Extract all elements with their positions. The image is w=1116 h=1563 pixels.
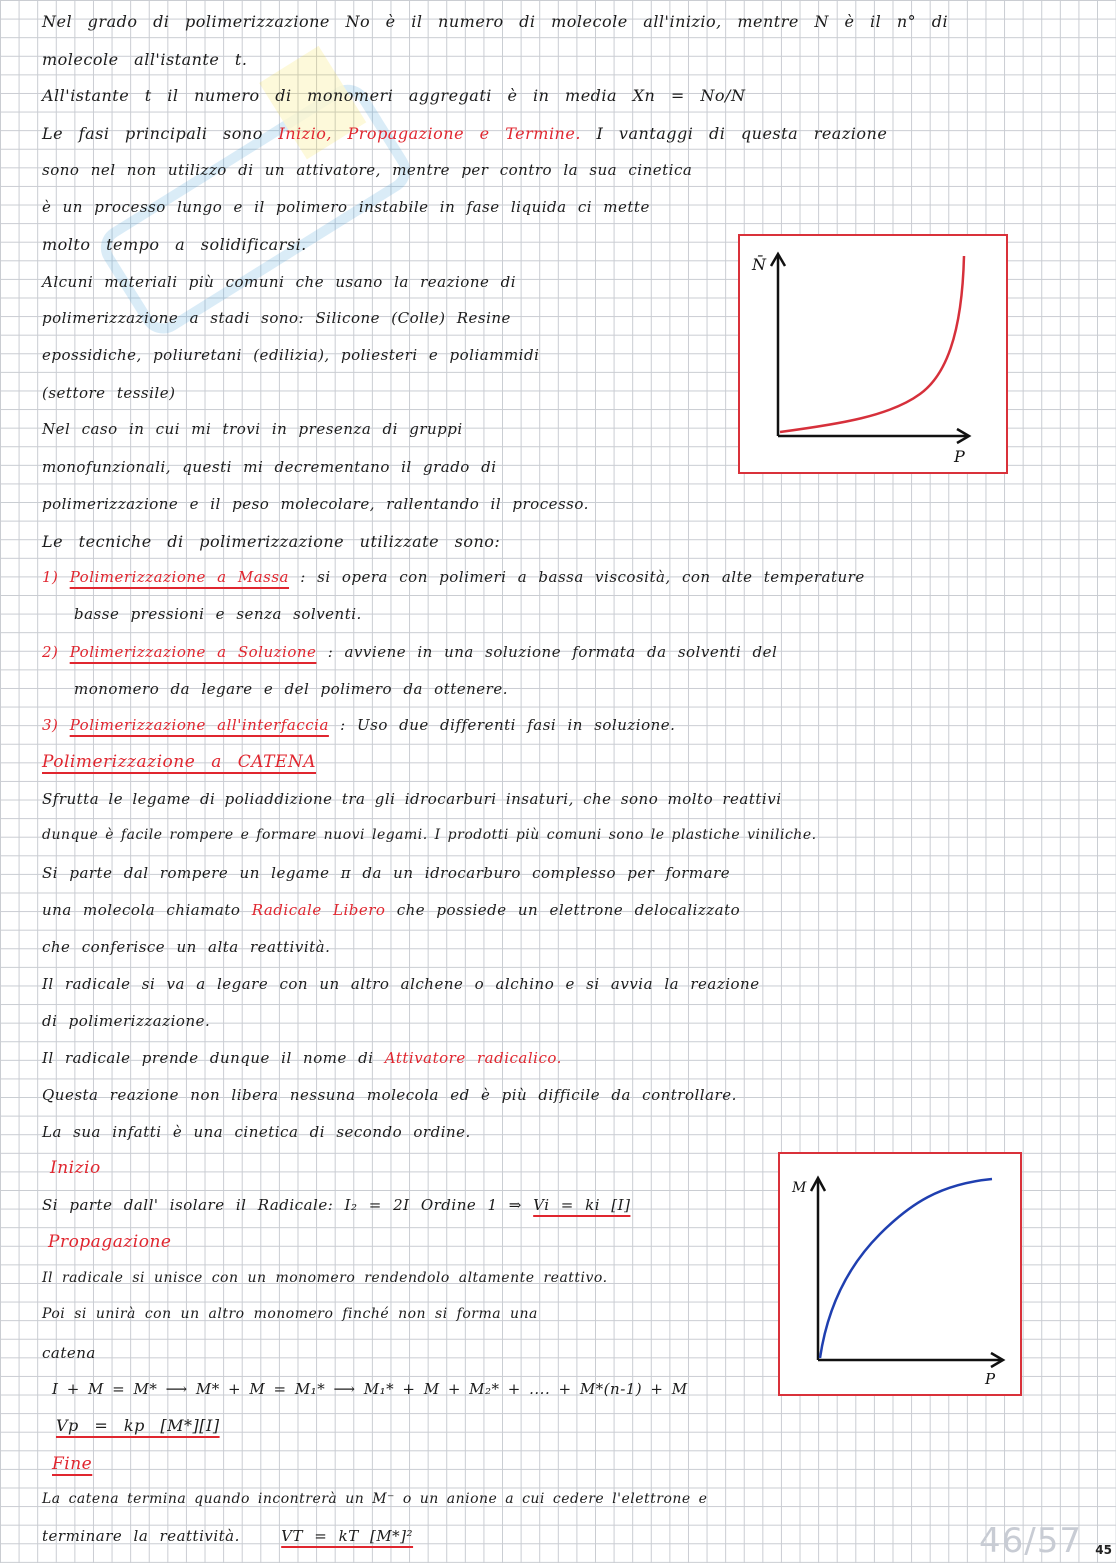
text-line bbox=[42, 901, 740, 919]
text-segment: terminare la reattività. bbox=[42, 1527, 240, 1545]
text-line bbox=[42, 1196, 630, 1214]
list-item bbox=[42, 716, 675, 734]
text-line: molto tempo a solidificarsi. bbox=[42, 235, 307, 254]
curve-blue bbox=[820, 1179, 992, 1358]
text-line: All'istante t il numero di monomeri aggregati è in media Xn = No/N bbox=[42, 86, 746, 105]
text-line: catena bbox=[42, 1344, 96, 1362]
subsection-heading: Inizio bbox=[50, 1158, 101, 1178]
subsection-heading: Fine bbox=[52, 1454, 93, 1474]
subsection-heading: Propagazione bbox=[48, 1232, 172, 1252]
text-highlight: Attivatore radicalico. bbox=[384, 1049, 562, 1067]
text-line: Il radicale si va a legare con un altro alchene o alchino e si avvia la reazione bbox=[42, 975, 760, 993]
list-title: Polimerizzazione all'interfaccia bbox=[69, 716, 329, 734]
text-line: sono nel non utilizzo di un attivatore, mentre per contro la sua cinetica bbox=[42, 161, 693, 179]
text-segment: una molecola chiamato bbox=[42, 901, 241, 919]
text-line: dunque è facile rompere e formare nuovi legami. I prodotti più comuni sono le plastiche viniliche. bbox=[42, 827, 817, 843]
text-line bbox=[42, 1527, 413, 1545]
y-axis-label: N̄ bbox=[752, 255, 766, 274]
graph-canvas bbox=[740, 236, 1006, 472]
text-line: polimerizzazione a stadi sono: Silicone (Colle) Resine bbox=[42, 309, 511, 327]
text-line: Questa reazione non libera nessuna molecola ed è più difficile da controllare. bbox=[42, 1086, 737, 1104]
text-line: La catena termina quando incontrerà un M⁻ o un anione a cui cedere l'elettrone e bbox=[42, 1491, 708, 1507]
text-line: di polimerizzazione. bbox=[42, 1012, 211, 1030]
text-line bbox=[42, 1049, 562, 1067]
list-number: 2) bbox=[42, 643, 59, 661]
text-segment: I vantaggi di questa reazione bbox=[596, 124, 888, 143]
text-line: monomero da legare e del polimero da ottenere. bbox=[74, 680, 508, 698]
text-line: Sfrutta le legame di poliaddizione tra gli idrocarburi insaturi, che sono molto reattivi bbox=[42, 790, 782, 808]
text-segment: che possiede un elettrone delocalizzato bbox=[396, 901, 741, 919]
text-line: La sua infatti è una cinetica di secondo ordine. bbox=[42, 1123, 471, 1141]
text-line: (settore tessile) bbox=[42, 384, 176, 402]
x-axis-label: P bbox=[954, 447, 965, 466]
text-highlight: Inizio, Propagazione e Termine. bbox=[278, 124, 581, 143]
formula-underlined: Vp = kp [M*][I] bbox=[56, 1416, 220, 1435]
x-axis-label: P bbox=[985, 1370, 996, 1388]
text-segment: : si opera con polimeri a bassa viscosità, con alte temperature bbox=[300, 568, 865, 586]
text-segment: Il radicale prende dunque il nome di bbox=[42, 1049, 374, 1067]
text-segment: : Uso due differenti fasi in soluzione. bbox=[340, 716, 676, 734]
text-line: Nel caso in cui mi trovi in presenza di gruppi bbox=[42, 420, 463, 438]
list-number: 3) bbox=[42, 716, 59, 734]
text-line: Poi si unirà con un altro monomero finché non si forma una bbox=[42, 1306, 538, 1322]
y-axis-label: M bbox=[792, 1180, 807, 1196]
curve-red bbox=[780, 256, 964, 432]
text-line: molecole all'istante t. bbox=[42, 50, 248, 69]
text-segment: : avviene in una soluzione formata da solventi del bbox=[327, 643, 778, 661]
text-line: Nel grado di polimerizzazione No è il numero di molecole all'inizio, mentre N è il n° di bbox=[42, 12, 949, 31]
text-highlight: Radicale Libero bbox=[251, 901, 386, 919]
text-line: è un processo lungo e il polimero instabile in fase liquida ci mette bbox=[42, 198, 650, 216]
text-line: basse pressioni e senza solventi. bbox=[74, 605, 362, 623]
graph-canvas bbox=[780, 1154, 1020, 1394]
section-heading: Polimerizzazione a CATENA bbox=[42, 752, 316, 772]
formula-underlined: VT = kT [M*]² bbox=[281, 1527, 414, 1545]
graph-step-polymerization bbox=[738, 234, 1008, 474]
list-item bbox=[42, 568, 865, 586]
text-line: Il radicale si unisce con un monomero rendendolo altamente reattivo. bbox=[42, 1270, 608, 1286]
page-counter: 46/57 bbox=[979, 1521, 1082, 1561]
graph-chain-polymerization bbox=[778, 1152, 1022, 1396]
text-segment: Le fasi principali sono bbox=[42, 124, 263, 143]
list-item bbox=[42, 643, 777, 661]
text-line: epossidiche, poliuretani (edilizia), poliesteri e poliammidi bbox=[42, 346, 540, 364]
text-line: Le tecniche di polimerizzazione utilizzate sono: bbox=[42, 532, 501, 551]
list-number: 1) bbox=[42, 568, 59, 586]
formula-line: I + M = M* ⟶ M* + M = M₁* ⟶ M₁* + M + M₂* + .... + M*(n-1) + M bbox=[52, 1380, 688, 1398]
list-title: Polimerizzazione a Soluzione bbox=[69, 643, 317, 661]
text-line: polimerizzazione e il peso molecolare, rallentando il processo. bbox=[42, 495, 589, 513]
list-title: Polimerizzazione a Massa bbox=[69, 568, 290, 586]
text-segment: Si parte dall' isolare il Radicale: bbox=[42, 1196, 334, 1214]
text-line bbox=[42, 124, 887, 143]
formula: I₂ = 2I Ordine 1 ⇒ bbox=[344, 1196, 522, 1214]
text-line: che conferisce un alta reattività. bbox=[42, 938, 331, 956]
text-line: monofunzionali, questi mi decrementano il grado di bbox=[42, 458, 497, 476]
text-line: Alcuni materiali più comuni che usano la reazione di bbox=[42, 273, 517, 291]
formula-underlined: Vi = ki [I] bbox=[533, 1196, 631, 1214]
text-line: Si parte dal rompere un legame π da un idrocarburo complesso per formare bbox=[42, 864, 731, 882]
sheet-number: 45 bbox=[1095, 1543, 1112, 1557]
